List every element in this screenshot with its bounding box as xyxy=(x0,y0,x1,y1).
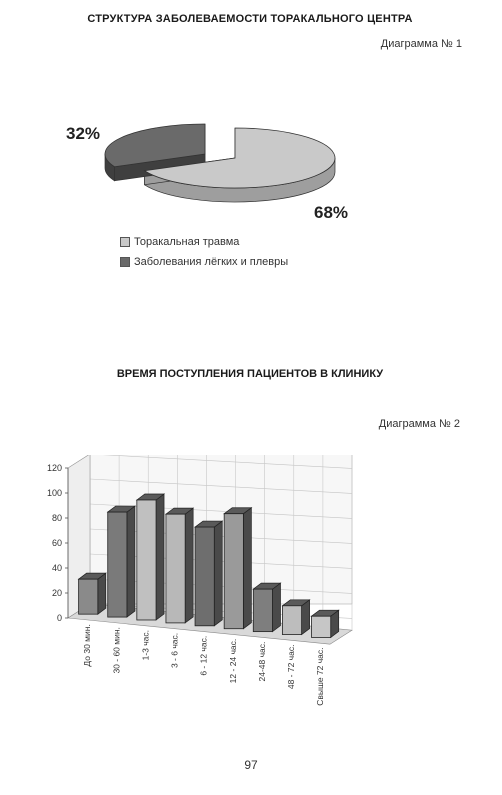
bar xyxy=(253,583,280,632)
pie-label-diseases: 32% xyxy=(66,124,101,143)
x-tick-label: 6 - 12 час. xyxy=(198,635,209,676)
legend-item-diseases xyxy=(120,256,288,268)
chart1-title: СТРУКТУРА ЗАБОЛЕВАЕМОСТИ ТОРАКАЛЬНОГО ЦЕНТРА xyxy=(87,13,413,25)
legend-swatch-diseases xyxy=(120,257,130,267)
bar xyxy=(224,508,251,629)
x-tick-label: 24-48 час. xyxy=(256,641,267,682)
y-tick-label: 100 xyxy=(46,488,62,498)
bar xyxy=(79,573,106,614)
diagram1-label: Диаграмма № 1 xyxy=(380,38,462,50)
y-tick-label: 40 xyxy=(51,563,62,573)
diagram2-label: Диаграмма № 2 xyxy=(378,418,460,430)
legend-label-diseases: Заболевания лёгких и плевры xyxy=(134,256,289,268)
legend-item-trauma xyxy=(120,236,288,248)
y-tick-label: 120 xyxy=(46,463,62,473)
legend-swatch-trauma xyxy=(120,237,130,247)
legend-label-trauma: Торакальная травма xyxy=(134,236,240,248)
pie-legend xyxy=(120,236,288,268)
chart2-title: ВРЕМЯ ПОСТУПЛЕНИЯ ПАЦИЕНТОВ В КЛИНИКУ xyxy=(116,368,384,380)
pie-label-trauma: 68% xyxy=(314,203,349,222)
bar-chart xyxy=(0,455,502,755)
y-tick-label: 80 xyxy=(51,513,62,523)
x-tick-label: 12 - 24 час. xyxy=(227,638,238,684)
page-number: 97 xyxy=(244,758,258,772)
bar xyxy=(108,506,135,617)
bar xyxy=(166,508,193,623)
x-tick-label: 1-3 час. xyxy=(140,629,151,661)
bar xyxy=(137,494,164,620)
x-tick-label: 48 - 72 час. xyxy=(285,644,296,690)
y-tick-label: 60 xyxy=(51,538,62,548)
x-tick-label: 3 - 6 час. xyxy=(169,632,180,669)
x-tick-label: Свыше 72 час. xyxy=(315,647,326,706)
y-tick-label: 20 xyxy=(51,588,62,598)
y-tick-label: 0 xyxy=(56,613,62,623)
bar xyxy=(195,521,222,626)
x-tick-label: До 30 мин. xyxy=(82,624,93,667)
bar xyxy=(312,610,339,637)
x-tick-label: 30 - 60 мин. xyxy=(111,627,122,674)
bar xyxy=(282,600,309,635)
